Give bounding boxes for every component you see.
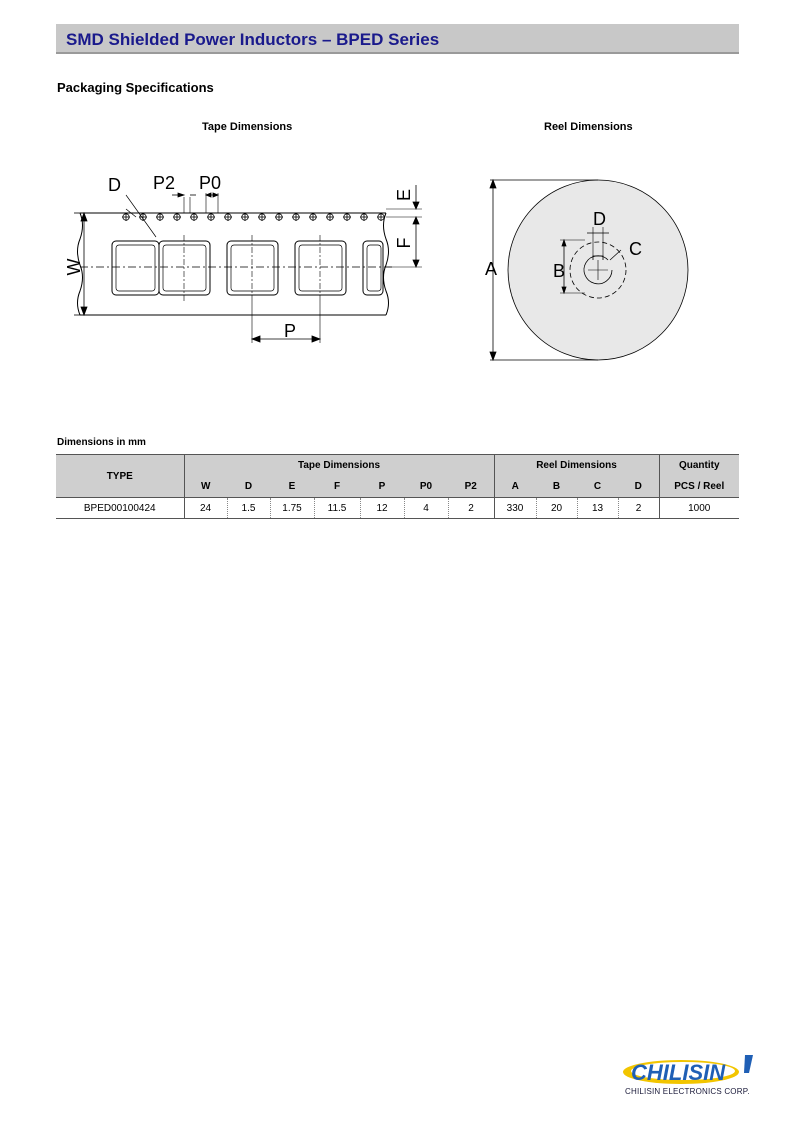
col-header-e: E bbox=[270, 476, 314, 498]
tape-diagram bbox=[60, 165, 440, 350]
logo-wordmark: CHILISIN bbox=[631, 1060, 726, 1085]
table-row bbox=[56, 498, 739, 519]
reel-diagram bbox=[475, 175, 705, 370]
tape-break-right bbox=[384, 213, 389, 315]
tape-label-w: W bbox=[64, 258, 84, 276]
dimensions-caption: Dimensions in mm bbox=[57, 437, 146, 448]
col-header-reel-d: D bbox=[618, 476, 659, 498]
reel-label-c: C bbox=[629, 239, 642, 259]
col-header-a: A bbox=[494, 476, 536, 498]
cell-reel-d: 2 bbox=[618, 498, 659, 519]
tape-label-p2: P2 bbox=[153, 173, 176, 193]
tape-pocket bbox=[227, 241, 278, 295]
cell-a: 330 bbox=[494, 498, 536, 519]
cell-f: 11.5 bbox=[314, 498, 360, 519]
col-header-b: B bbox=[536, 476, 577, 498]
tape-pocket-partial bbox=[363, 241, 383, 295]
tape-label-e: E bbox=[394, 188, 414, 202]
tape-pocket bbox=[295, 241, 346, 295]
reel-dimensions-caption: Reel Dimensions bbox=[544, 121, 633, 133]
col-header-f: F bbox=[314, 476, 360, 498]
tape-label-p0: P0 bbox=[199, 173, 222, 193]
logo-subtitle: CHILISIN ELECTRONICS CORP. bbox=[625, 1087, 750, 1096]
cell-quantity: 1000 bbox=[659, 498, 739, 519]
col-header-c: C bbox=[577, 476, 618, 498]
sprocket-holes bbox=[122, 213, 385, 221]
title-bar bbox=[56, 24, 739, 54]
dimensions-table bbox=[56, 454, 739, 519]
tape-pocket bbox=[112, 241, 159, 295]
reel-group-header: Reel Dimensions bbox=[494, 455, 659, 477]
col-header-pcs-per-reel: PCS / Reel bbox=[659, 476, 739, 498]
cell-p: 12 bbox=[360, 498, 404, 519]
cell-e: 1.75 bbox=[270, 498, 314, 519]
cell-type: BPED00100424 bbox=[56, 498, 184, 519]
section-title: Packaging Specifications bbox=[57, 80, 214, 95]
reel-label-a: A bbox=[485, 259, 498, 279]
reel-label-b: B bbox=[553, 261, 566, 281]
col-header-p0: P0 bbox=[404, 476, 448, 498]
tape-group-header: Tape Dimensions bbox=[184, 455, 494, 477]
col-header-p2: P2 bbox=[448, 476, 494, 498]
cell-p2: 2 bbox=[448, 498, 494, 519]
page-title: SMD Shielded Power Inductors – BPED Series bbox=[66, 30, 440, 49]
cell-d: 1.5 bbox=[227, 498, 270, 519]
tape-dimensions-caption: Tape Dimensions bbox=[202, 121, 293, 133]
tape-pocket bbox=[159, 241, 210, 295]
tape-label-d: D bbox=[108, 175, 121, 195]
col-header-w: W bbox=[184, 476, 227, 498]
col-header-p: P bbox=[360, 476, 404, 498]
cell-c: 13 bbox=[577, 498, 618, 519]
quantity-group-header: Quantity bbox=[659, 455, 739, 477]
cell-b: 20 bbox=[536, 498, 577, 519]
col-header-d: D bbox=[227, 476, 270, 498]
tape-label-p: P bbox=[284, 321, 297, 341]
type-header: TYPE bbox=[56, 455, 184, 498]
cell-w: 24 bbox=[184, 498, 227, 519]
tape-label-f: F bbox=[394, 237, 414, 249]
reel-label-d: D bbox=[593, 209, 606, 229]
cell-p0: 4 bbox=[404, 498, 448, 519]
